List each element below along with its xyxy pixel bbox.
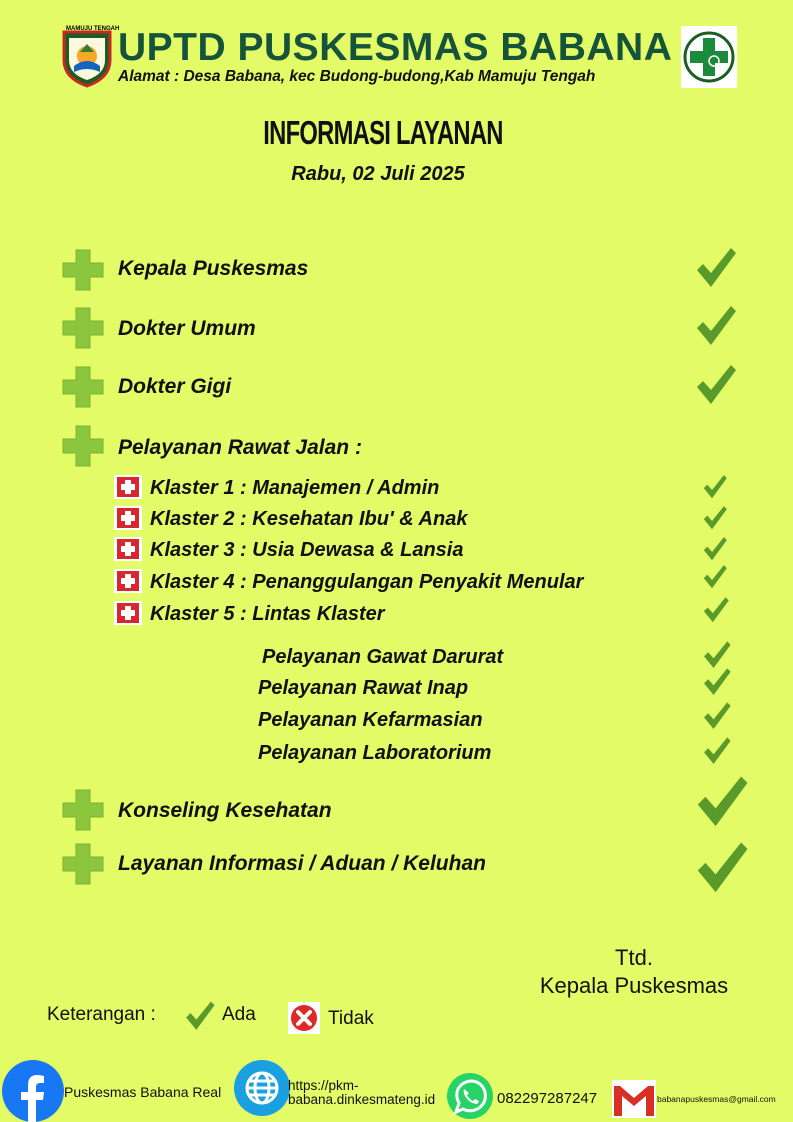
red-cross-icon [114, 506, 142, 530]
signature-line2: Kepala Puskesmas [539, 973, 729, 998]
service-label: Kepala Puskesmas [118, 257, 309, 280]
klaster-label: Klaster 4 : Penanggulangan Penyakit Menular [150, 571, 584, 593]
service-label: Pelayanan Rawat Inap [258, 677, 469, 699]
service-label: Konseling Kesehatan [118, 799, 332, 822]
plus-icon [61, 248, 105, 292]
red-cross-icon [114, 569, 142, 593]
plus-icon [61, 424, 105, 468]
check-icon [702, 736, 732, 766]
plus-icon [61, 365, 105, 409]
check-icon [702, 564, 728, 590]
service-row [0, 304, 793, 354]
klaster-row [0, 568, 793, 596]
service-row [0, 363, 793, 413]
service-row [0, 705, 793, 735]
check-icon [702, 505, 728, 531]
klaster-label: Klaster 1 : Manajemen / Admin [150, 477, 440, 499]
legend-ada: Ada [222, 1004, 256, 1025]
service-label: Dokter Gigi [118, 375, 232, 398]
signature-line1: Ttd. [615, 945, 653, 970]
check-icon [702, 474, 728, 500]
plus-icon [61, 306, 105, 350]
service-label: Pelayanan Rawat Jalan : [118, 436, 362, 459]
service-label: Layanan Informasi / Aduan / Keluhan [118, 852, 486, 875]
check-icon [702, 640, 732, 670]
whatsapp-icon[interactable] [446, 1072, 494, 1120]
check-icon [702, 701, 732, 731]
service-label: Pelayanan Kefarmasian [258, 709, 483, 731]
globe-icon[interactable] [234, 1060, 290, 1116]
check-icon [694, 304, 738, 348]
klaster-row [0, 536, 793, 564]
page-heading: INFORMASI LAYANAN [263, 114, 503, 151]
service-row [0, 738, 793, 768]
facebook-text[interactable]: Puskesmas Babana Real [64, 1084, 222, 1100]
website-text[interactable] [288, 1079, 435, 1107]
legend-tidak: Tidak [328, 1008, 374, 1029]
health-logo [681, 26, 737, 88]
check-icon [694, 840, 750, 896]
phone-text[interactable]: 082297287247 [497, 1090, 598, 1107]
check-icon [694, 774, 750, 830]
email-text[interactable]: babanapuskesmas@gmail.com [657, 1094, 776, 1104]
service-row [0, 786, 793, 836]
website-line1: https://pkm- [288, 1078, 359, 1093]
check-icon [694, 363, 738, 407]
klaster-row [0, 474, 793, 502]
service-row [0, 642, 793, 672]
facebook-icon[interactable] [2, 1060, 64, 1122]
service-row [0, 673, 793, 703]
klaster-label: Klaster 3 : Usia Dewasa & Lansia [150, 539, 464, 561]
red-cross-icon [114, 537, 142, 561]
service-label: Dokter Umum [118, 317, 256, 340]
date-text: Rabu, 02 Juli 2025 [291, 163, 465, 185]
service-row [0, 840, 793, 890]
signature-block [520, 944, 748, 1000]
klaster-row [0, 505, 793, 533]
page-title: UPTD PUSKESMAS BABANA [118, 26, 673, 69]
service-row [0, 422, 793, 472]
check-icon [184, 1000, 216, 1032]
service-label: Pelayanan Laboratorium [258, 742, 492, 764]
legend-prefix: Keterangan : [47, 1004, 156, 1025]
address-text: Alamat : Desa Babana, kec Budong-budong,Kab Mamuju Tengah [118, 68, 596, 85]
red-cross-icon [114, 601, 142, 625]
klaster-row [0, 600, 793, 628]
plus-icon [61, 788, 105, 832]
plus-icon [61, 842, 105, 886]
logo-text: MAMUJU TENGAH [66, 26, 120, 32]
check-icon [702, 596, 730, 624]
x-circle-icon [288, 1002, 320, 1034]
gmail-icon[interactable] [612, 1080, 656, 1118]
website-line2: babana.dinkesmateng.id [288, 1092, 436, 1107]
service-row [0, 246, 793, 296]
red-cross-icon [114, 475, 142, 499]
check-icon [702, 536, 728, 562]
klaster-label: Klaster 2 : Kesehatan Ibu' & Anak [150, 508, 468, 530]
service-label: Pelayanan Gawat Darurat [262, 646, 504, 668]
check-icon [694, 246, 738, 290]
klaster-label: Klaster 5 : Lintas Klaster [150, 603, 385, 625]
check-icon [702, 667, 732, 697]
district-logo [60, 26, 120, 88]
